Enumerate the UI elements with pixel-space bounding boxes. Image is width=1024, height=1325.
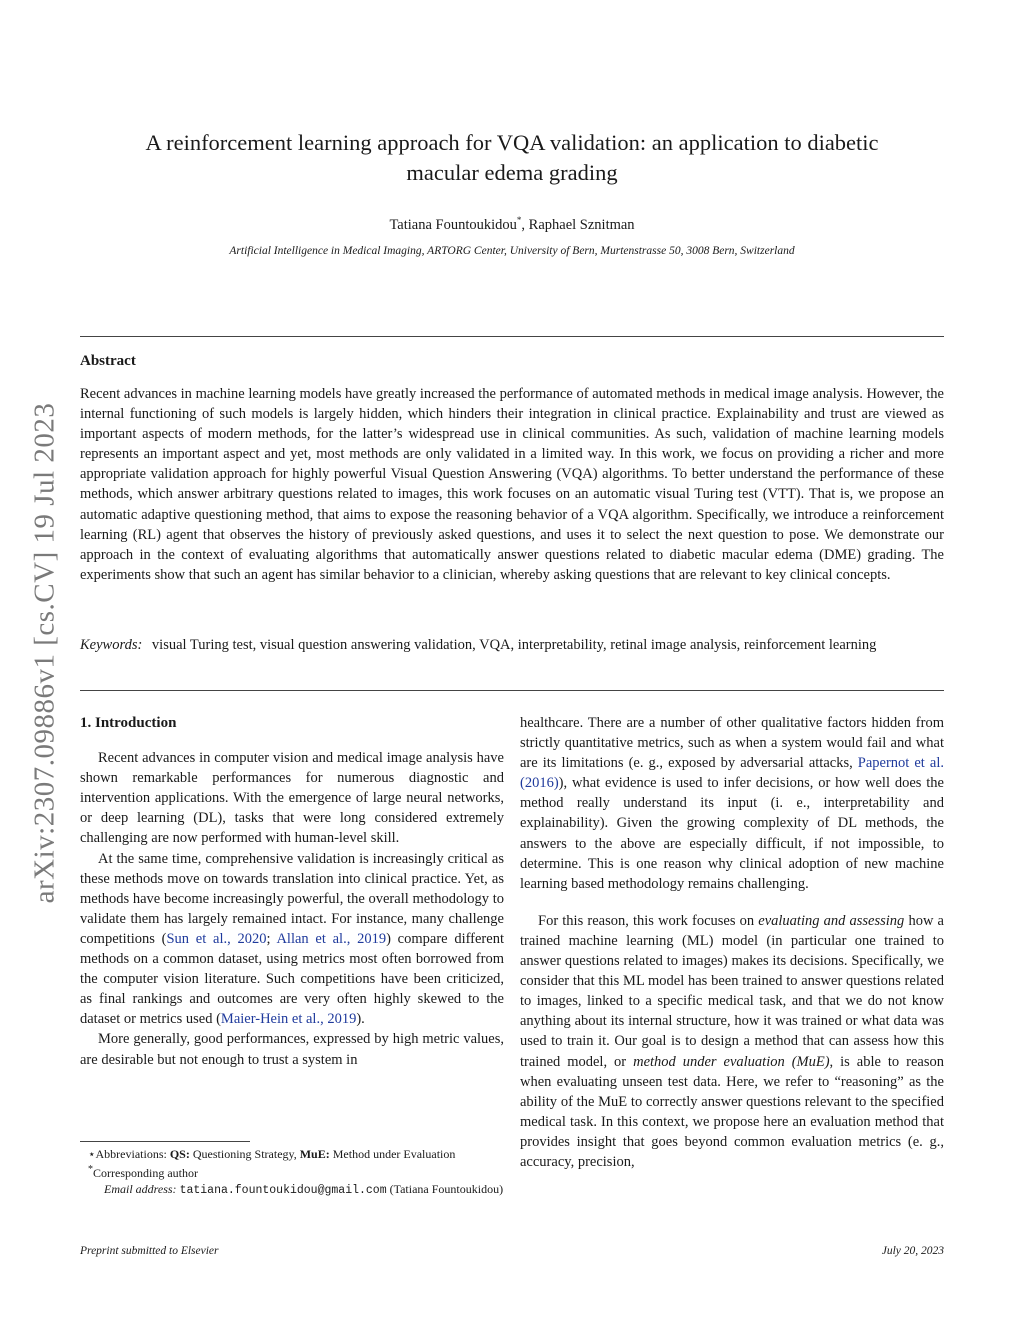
emphasis-evaluating: evaluating and assessing [758, 912, 905, 929]
emphasis-mue: method under evaluation (MuE) [633, 1053, 830, 1070]
footer-date: July 20, 2023 [881, 1245, 944, 1257]
intro-paragraph-1: Recent advances in computer vision and medical image analysis have shown remarkable performances for numerous diagnostic and intervention applications. With the emergence of large neural networks, or deep learning (DL), tasks that were long considered extremely challenging are now performed with human-level skill. [80, 750, 504, 847]
intro-paragraph-3-cont [520, 713, 944, 894]
title-line-2: macular edema grading [406, 160, 618, 185]
email-label: Email address: [104, 1182, 177, 1196]
text-run: ; [266, 930, 277, 947]
text-run: how a trained machine learning (ML) model (in particular one trained to answer questions related to images) makes its decisions. Specifically, we consider that this ML model has been trained to answer questions related to images, linked to a specific medical task, and that we do not know anything about its internal structure, how it was trained or what data was used to train it. Our goal is to design a method that can assess how this trained model, or [520, 912, 944, 1070]
text-run: Questioning Strategy, [189, 1147, 300, 1161]
corresponding-mark: * [88, 1164, 93, 1175]
left-column [80, 713, 504, 1070]
top-divider [80, 336, 944, 337]
paper-title [80, 128, 944, 188]
corresponding-mark: * [516, 215, 522, 225]
text-run: ). [356, 1011, 365, 1028]
citation-papernot-2016[interactable]: Papernot et al. (2016) [520, 755, 944, 792]
text-run: At the same time, comprehensive validation is increasingly critical as these methods move on towards translation into clinical practice. Yet, as methods have become increasingly powerful, the overall methodology to validate them has largely remained intact. For instance, many challenge competitions ( [80, 850, 504, 947]
affiliation: Artificial Intelligence in Medical Imaging, ARTORG Center, University of Bern, Murtenstrasse 50, 3008 Bern, Switzerland [229, 245, 795, 257]
right-column [520, 713, 944, 1172]
author-name-2: , Raphael Sznitman [521, 216, 635, 233]
footnotes [80, 1146, 504, 1199]
abstract-text: Recent advances in machine learning models have greatly increased the performance of automated methods in medical image analysis. However, the internal functioning of such models is largely hidden, which hinders their integration in clinical practice. Explainability and trust are viewed as important aspects of modern methods, for the latter’s widespread use in clinical communities. As such, validation of machine learning models represents an important aspect and yet, most methods are only validated in a limited way. In this work, we focus on providing a richer and more appropriate validation approach for highly powerful Visual Question Answering (VQA) algorithms. To better understand the performance of these methods, which answer arbitrary questions related to images, this work focuses on an automatic visual Turing test (VTT). That is, we propose an automatic adaptive questioning method, that aims to expose the reasoning behavior of a VQA algorithm. Specifically, we introduce a reinforcement learning (RL) agent that observes the history of previously asked questions, and uses it to select the next question to pose. We demonstrate our approach in the context of evaluating algorithms that automatically answer questions related to diabetic macular edema (DME) grading. The experiments show that such an agent has similar behavior to a clinician, whereby asking questions that are relevant to key clinical concepts. [80, 386, 944, 583]
author-name-1: Tatiana Fountoukidou [389, 216, 517, 233]
abstract-bottom-divider [80, 690, 944, 691]
footer-preprint-note: Preprint submitted to Elsevier [80, 1245, 219, 1257]
text-run: healthcare. There are a number of other qualitative factors hidden from strictly quantitative metrics, such as when a system would fail and what are its limitations (e. g., exposed by adversarial attacks, [520, 715, 944, 772]
title-line-1: A reinforcement learning approach for VQA validation: an application to diabetic [145, 130, 879, 155]
footnote-divider [80, 1141, 250, 1142]
text-run: Abbreviations: [95, 1147, 170, 1161]
section-heading-introduction: 1. Introduction [80, 715, 177, 731]
citation-maier-hein-2019[interactable]: Maier-Hein et al., 2019 [220, 1011, 357, 1028]
footnote-email [80, 1181, 504, 1199]
text-run: (Tatiana Fountoukidou) [386, 1182, 504, 1196]
text-run: ), what evidence is used to infer decisions, or how well does the method really understand its input (i. e., interpretability and explainability). Given the growing complexity of DL methods, the answers to the above are especially difficult, if not impossible, to determine. This is one reason why clinical adoption of new machine learning based methodology remains challenging. [520, 775, 944, 892]
text-run: For this reason, this work focuses on [538, 912, 759, 929]
text-run: Method under Evaluation [329, 1147, 456, 1161]
intro-paragraph-2 [80, 849, 504, 1030]
author-list [80, 215, 944, 234]
abstract-heading: Abstract [80, 353, 136, 369]
intro-paragraph-4 [520, 911, 944, 1172]
arxiv-sidebar-stamp [28, 365, 62, 940]
text-run: ) compare different methods on a common dataset, using metrics most often borrowed from the computer vision literature. Such competitions have been criticized, as final rankings and outcomes are very often highly skewed to the dataset or metrics used ( [80, 930, 504, 1028]
email-link[interactable]: tatiana.fountoukidou@gmail.com [179, 1184, 387, 1197]
keywords-list: visual Turing test, visual question answering validation, VQA, interpretability, retinal image analysis, reinforcement learning [151, 637, 877, 653]
citation-allan-2019[interactable]: Allan et al., 2019 [276, 930, 387, 947]
keywords [80, 635, 944, 655]
footnote-star-mark: ⋆ [88, 1147, 96, 1161]
citation-sun-2020[interactable]: Sun et al., 2020 [166, 930, 267, 947]
text-run: , is able to reason when evaluating unseen test data. Here, we refer to “reasoning” as the ability of the MuE to correctly answer questions relevant to the specified medical task. In this context, we propose here an evaluation method that provides insight that goes beyond common evaluation metrics (e. g., accuracy, precision, [520, 1053, 944, 1170]
footnote-abbreviations [80, 1146, 504, 1162]
abbr-key-mue: MuE: [299, 1147, 330, 1161]
intro-paragraph-3: More generally, good performances, expressed by high metric values, are desirable but not enough to trust a system in [80, 1031, 504, 1068]
abbr-key-qs: QS: [169, 1147, 190, 1161]
footnote-corresponding [80, 1162, 504, 1181]
arxiv-identifier: arXiv:2307.09886v1 [cs.CV] 19 Jul 2023 [28, 402, 61, 903]
text-run: Corresponding author [93, 1166, 198, 1180]
keywords-label: Keywords: [80, 637, 143, 653]
